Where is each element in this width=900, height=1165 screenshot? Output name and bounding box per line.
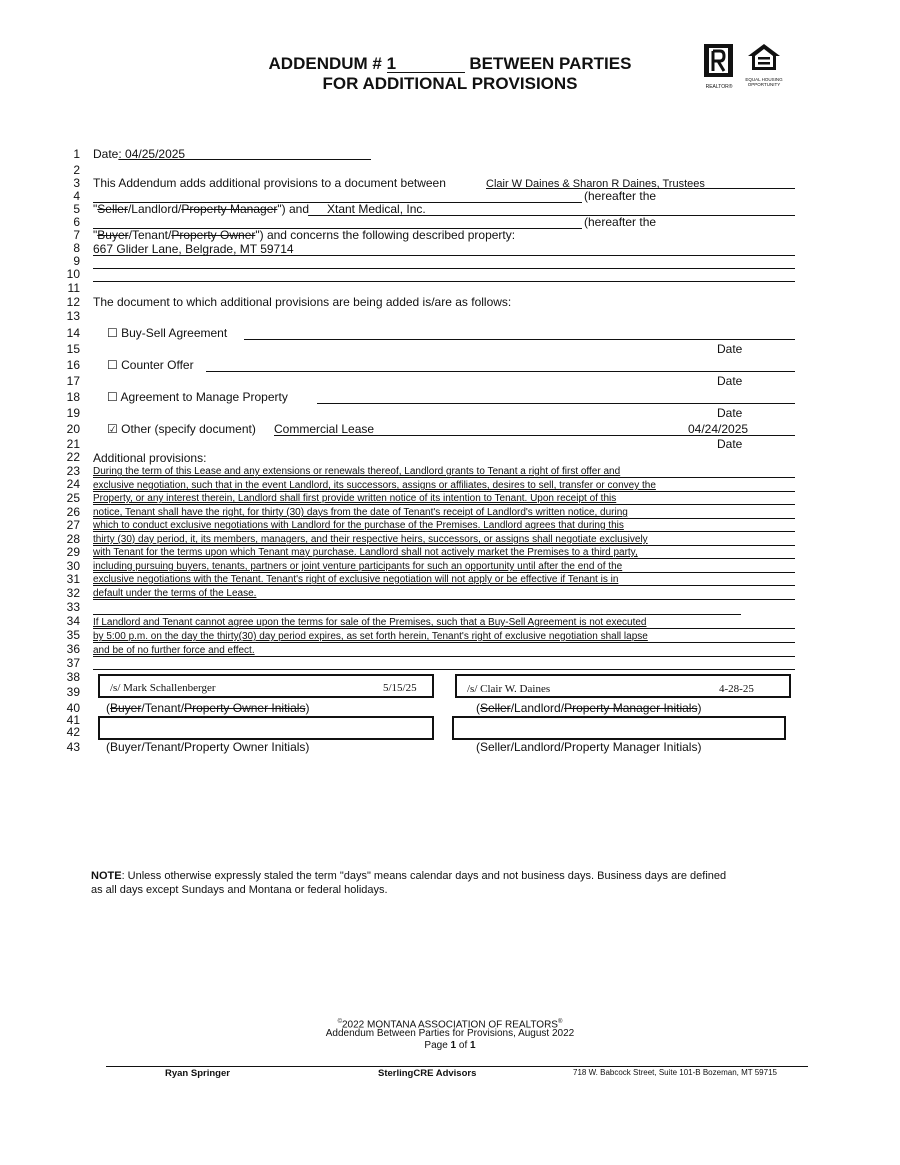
note-text: NOTE: Unless otherwise expressly staled the term "days" means calendar days and not business days. Business days are defined (91, 870, 727, 882)
checkbox-icon: ☐ (107, 358, 118, 372)
equal-housing-logo-icon: EQUAL HOUSING OPPORTUNITY (745, 42, 783, 84)
rule (244, 339, 795, 340)
footer-address: 718 W. Babcock Street, Suite 101-B Bozeman, MT 59715 (573, 1068, 777, 1077)
line-number: 29 (66, 545, 80, 559)
line-number: 42 (66, 725, 80, 739)
line-number: 13 (66, 309, 80, 323)
rule (308, 215, 795, 216)
buyer-signature: /s/ Mark Schallenberger (110, 682, 216, 694)
option-counter-offer: ☐ Counter Offer (107, 358, 194, 372)
rule (93, 477, 795, 478)
line-number: 32 (66, 586, 80, 600)
rule (93, 281, 795, 282)
line-number: 10 (66, 267, 80, 281)
rule (93, 656, 795, 657)
line-number: 7 (73, 228, 80, 242)
rule (93, 518, 795, 519)
other-document-name: Commercial Lease (274, 422, 375, 436)
line-number: 38 (66, 670, 80, 684)
date-field: Date: 04/25/2025 (93, 147, 186, 161)
line-number: 39 (66, 685, 80, 699)
document-intro: The document to which additional provisions are being added is/are as follows: (93, 295, 512, 309)
line-number: 6 (73, 215, 80, 229)
page-title: ADDENDUM # 1 BETWEEN PARTIES (268, 54, 632, 73)
date-value: 04/25/2025 (121, 147, 186, 161)
party2-role: "Buyer/Tenant/Property Owner") and concerns the following described property: (93, 228, 516, 242)
footer-brokerage: SterlingCRE Advisors (378, 1068, 477, 1079)
rule (93, 545, 795, 546)
provision-line: exclusive negotiations with the Tenant. Tenant's right of exclusive negotiation will not apply or be effective if Tenant is in (93, 574, 619, 585)
rule (206, 371, 795, 372)
date-underline (121, 159, 371, 160)
option-buy-sell: ☐ Buy-Sell Agreement (107, 326, 228, 340)
intro-text: This Addendum adds additional provisions to a document between (93, 176, 446, 190)
buyer-initials-label-1: (Buyer/Tenant/Property Owner Initials) (106, 701, 310, 715)
line-number: 24 (66, 477, 80, 491)
option-manage-property: ☐ Agreement to Manage Property (107, 390, 288, 404)
line-number: 9 (73, 254, 80, 268)
line-number: 22 (66, 450, 80, 464)
line-number: 33 (66, 600, 80, 614)
line-number: 16 (66, 358, 80, 372)
line-number: 43 (66, 740, 80, 754)
checkbox-icon: ☐ (107, 390, 118, 404)
line-number: 12 (66, 295, 80, 309)
checkbox-checked-icon: ☑ (107, 422, 118, 436)
provision-line: exclusive negotiation, such that in the event Landlord, its successors, assigns or affiliates, desires to sell, transfer or convey the (93, 480, 656, 491)
rule (93, 642, 795, 643)
buyer-initials-box-2[interactable] (98, 716, 434, 740)
hereafter-text: (hereafter the (584, 189, 657, 203)
line-number: 40 (66, 701, 80, 715)
line-number: 20 (66, 422, 80, 436)
party1-name: Clair W Daines & Sharon R Daines, Trustees (486, 178, 705, 190)
rule (93, 491, 795, 492)
line-number: 15 (66, 342, 80, 356)
line-number: 21 (66, 437, 80, 451)
line-number: 5 (73, 202, 80, 216)
line-number: 30 (66, 559, 80, 573)
rule (93, 268, 795, 269)
footer-agent: Ryan Springer (165, 1068, 230, 1079)
rule (93, 628, 795, 629)
date-caption: Date (717, 374, 743, 388)
rule (93, 669, 795, 670)
provision-line: If Landlord and Tenant cannot agree upon the terms for sale of the Premises, such that a Buy-Sell Agreement is not executed (93, 617, 647, 628)
provision-line: including pursuing buyers, tenants, partners or joint venture participants for such an opportunity until after the end of the (93, 561, 623, 572)
seller-signature-date: 4-28-25 (719, 683, 754, 695)
provision-line: default under the terms of the Lease. (93, 588, 257, 599)
rule (93, 558, 795, 559)
buyer-initials-label-2: (Buyer/Tenant/Property Owner Initials) (106, 740, 310, 754)
rule (93, 255, 795, 256)
line-number: 2 (73, 163, 80, 177)
line-number: 37 (66, 656, 80, 670)
addendum-number: 1 (387, 56, 465, 73)
note-text-2: as all days except Sundays and Montana or federal holidays. (91, 884, 388, 896)
provision-line: notice, Tenant shall have the right, for thirty (30) days from the date of Tenant's receipt of Landlord's written notice, during (93, 507, 628, 518)
party1-role: "Seller/Landlord/Property Manager") and (93, 202, 309, 216)
line-number: 19 (66, 406, 80, 420)
provision-line: and be of no further force and effect. (93, 645, 255, 656)
date-caption: Date (717, 406, 743, 420)
footer-copyright: ©2022 MONTANA ASSOCIATION OF REALTORS® (337, 1019, 563, 1031)
checkbox-icon: ☐ (107, 326, 118, 340)
footer-page-number: Page 1 of 1 (424, 1040, 476, 1051)
line-number: 18 (66, 390, 80, 404)
line-number: 3 (73, 176, 80, 190)
line-number: 28 (66, 532, 80, 546)
line-number: 4 (73, 189, 80, 203)
line-number: 14 (66, 326, 80, 340)
line-number: 1 (73, 147, 80, 161)
footer-divider (106, 1066, 808, 1067)
provision-line: During the term of this Lease and any extensions or renewals thereof, Landlord grants to Tenant a right of first offer and (93, 466, 621, 477)
line-number: 11 (67, 281, 80, 295)
seller-signature: /s/ Clair W. Daines (467, 683, 551, 695)
party2-name: Xtant Medical, Inc. (327, 202, 426, 216)
seller-initials-box-2[interactable] (452, 716, 786, 740)
line-number: 35 (66, 628, 80, 642)
line-number: 36 (66, 642, 80, 656)
rule (93, 572, 795, 573)
realtor-logo-icon: REALTOR® (703, 43, 735, 83)
rule (93, 531, 795, 532)
footer-form-name: Addendum Between Parties for Provisions, August 2022 (325, 1028, 575, 1039)
provision-line: Property, or any interest therein, Landlord shall first provide written notice of its intention to Tenant. Upon receipt of this (93, 493, 617, 504)
rule (93, 599, 795, 600)
hereafter-text: (hereafter the (584, 215, 657, 229)
line-number: 41 (66, 713, 80, 727)
seller-initials-label-1: (Seller/Landlord/Property Manager Initials) (476, 701, 702, 715)
additional-provisions-label: Additional provisions: (93, 451, 207, 465)
line-number: 8 (73, 241, 80, 255)
date-caption: Date (717, 342, 743, 356)
rule (93, 614, 741, 615)
line-number: 27 (66, 518, 80, 532)
rule (274, 435, 795, 436)
provision-line: with Tenant for the terms upon which Tenant may purchase. Landlord shall not actively market the Premises to a third party, (93, 547, 638, 558)
line-number: 23 (66, 464, 80, 478)
seller-initials-label-2: (Seller/Landlord/Property Manager Initials) (476, 740, 702, 754)
line-number: 17 (66, 374, 80, 388)
provision-line: by 5:00 p.m. on the day the thirty(30) day period expires, as set forth herein, Tenant's right of exclusive negotiation shall lapse (93, 631, 648, 642)
date-caption: Date (717, 437, 743, 451)
provision-line: thirty (30) day period, it, its members, managers, and their respective heirs, successors, or assigns shall negotiate exclusively (93, 534, 648, 545)
property-address: 667 Glider Lane, Belgrade, MT 59714 (93, 242, 294, 256)
buyer-signature-date: 5/15/25 (383, 682, 417, 694)
line-number: 26 (66, 505, 80, 519)
rule (317, 403, 795, 404)
page-subtitle: FOR ADDITIONAL PROVISIONS (322, 74, 578, 93)
line-number: 34 (66, 614, 80, 628)
option-other: ☑ Other (specify document) (107, 422, 256, 436)
line-number: 31 (66, 572, 80, 586)
provision-line: which to conduct exclusive negotiations with Landlord for the purchase of the Premises. Landlord agrees that during this (93, 520, 624, 531)
line-number: 25 (66, 491, 80, 505)
rule (93, 585, 795, 586)
rule (93, 504, 795, 505)
other-document-date: 04/24/2025 (688, 422, 749, 436)
